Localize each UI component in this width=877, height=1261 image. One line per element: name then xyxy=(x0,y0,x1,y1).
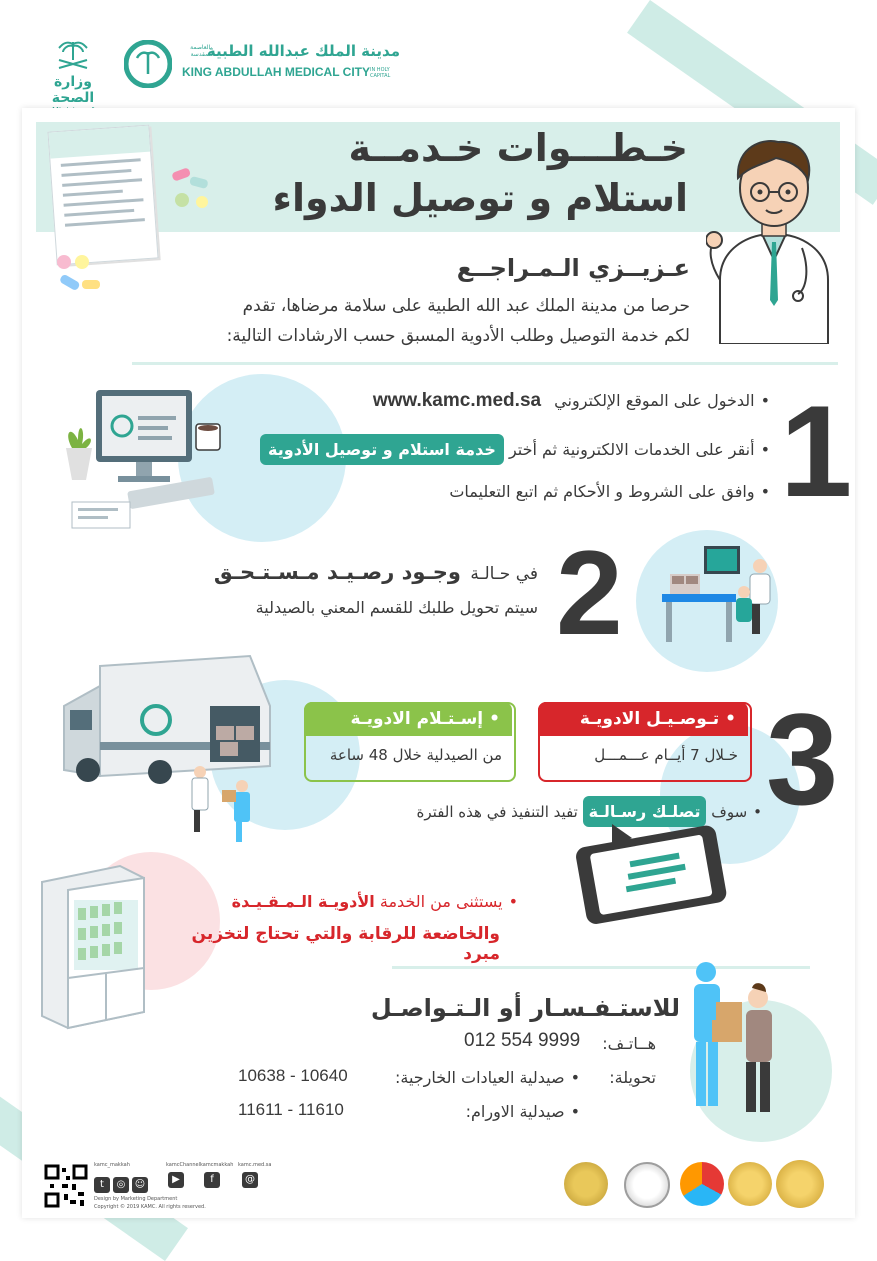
service-chip: خدمة استلام و توصيل الأدوية xyxy=(260,434,504,465)
ext2-name-text: • صيدلية الاورام: xyxy=(466,1102,580,1121)
delivery-text: خـلال 7 أيــام عـــمـــل xyxy=(594,746,738,764)
step2-line1-prefix: في حـالـة xyxy=(470,564,538,584)
accreditation-seal-5-icon xyxy=(776,1160,824,1208)
delivery-person-illustration xyxy=(680,958,790,1120)
sms-line xyxy=(300,796,762,827)
kamc-emblem-icon xyxy=(124,40,172,88)
doctor-illustration xyxy=(706,130,842,344)
moh-name-ar: وزارة الصحة xyxy=(51,74,95,106)
kamc-logo xyxy=(124,40,424,90)
intro-text-line1: حرصا من مدينة الملك عبد الله الطبية على سلامة مرضاها، تقدم xyxy=(242,296,690,316)
snapchat-icon[interactable]: ☺ xyxy=(132,1177,148,1193)
step2-line1-bold: وجـود رصـيـد مـسـتـحـق xyxy=(213,560,461,584)
pills-icon-2 xyxy=(52,250,106,304)
youtube-icon[interactable]: ▶ xyxy=(168,1172,184,1188)
twitter-handle: kamc_makkah xyxy=(94,1162,130,1168)
pickup-title-text: • إسـتـلام الادويـة xyxy=(350,709,500,729)
kamc-name-ar: مدينة الملك عبدالله الطبية xyxy=(206,42,400,60)
accreditation-seal-1-icon xyxy=(564,1162,608,1206)
accreditation-seal-3-icon xyxy=(680,1162,724,1206)
step1-item1-text: • الدخول على الموقع الإلكتروني xyxy=(554,391,770,410)
accreditation-seal-2-icon xyxy=(624,1162,670,1208)
phone-label: هــاتـف: xyxy=(602,1034,656,1053)
contact-title: للاستـفـسـار أو الـتـواصـل xyxy=(370,994,680,1022)
step1-item1 xyxy=(300,390,770,412)
exception-line1-prefix: • يستثنى من الخدمة xyxy=(380,892,518,911)
sms-prefix: • سوف xyxy=(711,803,762,821)
ext1-name xyxy=(360,1068,580,1087)
kamc-name-en: KING ABDULLAH MEDICAL CITY xyxy=(182,65,370,79)
accreditation-seal-4-icon xyxy=(728,1162,772,1206)
step2-line2: سيتم تحويل طلبك للقسم المعني بالصيدلية xyxy=(255,598,538,617)
prescription-illustration xyxy=(47,125,158,266)
page-title-line1: خـطـــوات خـدمــة xyxy=(348,126,688,170)
intro-text-line2: لكم خدمة التوصيل وطلب الأدوية المسبق حسب الارشادات التالية: xyxy=(226,326,690,346)
qr-code-icon[interactable] xyxy=(44,1164,88,1208)
copyright: Copyright © 2019 KAMC. All rights reserved. xyxy=(94,1204,206,1210)
divider-1 xyxy=(132,362,838,365)
medicine-cabinet-illustration xyxy=(38,862,148,1030)
facebook-icon[interactable]: f xyxy=(204,1172,220,1188)
pickup-text: من الصيدلية خلال 48 ساعة xyxy=(329,746,502,764)
exception-line1 xyxy=(150,892,518,911)
social-icons-group xyxy=(94,1172,151,1193)
delivery-title-text: • تـوصـيـل الادويـة xyxy=(580,709,736,729)
ext2-value: 11611 - 11610 xyxy=(238,1100,344,1119)
exception-line2: والخاضعة للرقابة والتي تحتاج لتخزين مبرد xyxy=(191,924,500,964)
ext1-name-text: • صيدلية العيادات الخارجية: xyxy=(395,1068,580,1087)
sms-suffix: تفيد التنفيذ في هذه الفترة xyxy=(416,803,578,821)
ext1-value: 10638 - 10640 xyxy=(238,1066,348,1085)
kamc-name-en-small: IN HOLY CAPITAL xyxy=(370,67,391,79)
prescription-lines-icon xyxy=(50,152,157,259)
palm-swords-icon xyxy=(53,38,93,72)
design-credit: Design by Marketing Department xyxy=(94,1196,178,1202)
ext2-name xyxy=(360,1102,580,1121)
ext-label: تحويلة: xyxy=(609,1068,656,1087)
kamc-name-ar-small: بالعاصمة المقدسة xyxy=(190,44,212,58)
exception-line1-bold: الأدويـة الـمـقـيـدة xyxy=(231,892,375,911)
smartphone-sms-icon xyxy=(572,824,728,924)
pickup-title xyxy=(304,702,512,736)
page-title-line2: استلام و توصيل الدواء xyxy=(272,176,688,220)
step1-item3 xyxy=(300,482,770,501)
instagram-icon[interactable]: ◎ xyxy=(113,1177,129,1193)
web-handle: kamc.med.sa xyxy=(238,1162,272,1168)
step1-number: 1 xyxy=(780,378,853,524)
pills-icon xyxy=(168,166,216,214)
phone-value[interactable]: 012 554 9999 xyxy=(464,1030,581,1051)
step1-item3-text: • وافق على الشروط و الأحكام ثم اتبع التعليمات xyxy=(449,482,770,501)
greeting-heading: عـزيــزي الـمـراجــع xyxy=(456,254,690,282)
pharmacy-desk-illustration xyxy=(652,536,776,648)
step3-number: 3 xyxy=(766,686,839,832)
delivery-title xyxy=(538,702,748,736)
step1-item2 xyxy=(200,434,770,465)
website-link[interactable]: www.kamc.med.sa xyxy=(372,390,542,411)
step2-line1 xyxy=(150,560,538,584)
step1-item2-text: • أنقر على الخدمات الالكترونية ثم أختر xyxy=(509,440,770,459)
step2-number: 2 xyxy=(556,526,623,660)
sms-chip: تصلـك رسـالـة xyxy=(583,796,707,827)
twitter-icon[interactable]: t xyxy=(94,1177,110,1193)
web-icon[interactable]: @ xyxy=(242,1172,258,1188)
youtube-handle: kamcChannel xyxy=(166,1162,201,1168)
facebook-handle: kamcmakkah xyxy=(200,1162,234,1168)
ambulance-illustration xyxy=(60,646,280,846)
